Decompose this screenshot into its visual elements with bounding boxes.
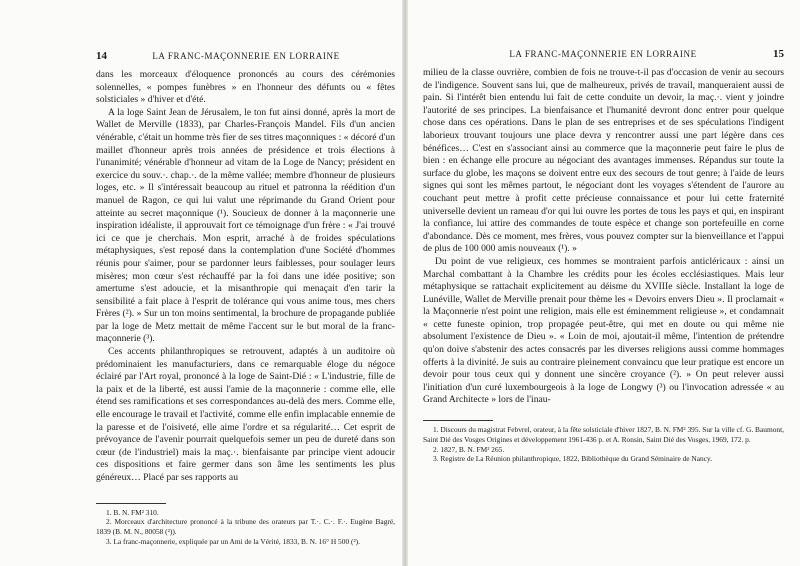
paragraph: dans les morceaux d'éloquence prononcés au cours des cérémonies solennelles, « pompes funèbres » en l'honneur des défunts ou « fêtes solsticiales » d'hiver et d'été.: [96, 69, 395, 106]
running-head: LA FRANC-MAÇONNERIE EN LORRAINE: [509, 49, 697, 59]
footnote-rule: [423, 420, 493, 421]
page-number: 15: [772, 48, 784, 60]
footnote: 1. Discours du magistrat Febvrel, orateur, à la fête solsticiale d'hiver 1827, B. N. FM² 395. Sur la ville cf. G. Baumont, Saint Dié des Vosges Origines et développement 1961-436 p. et A. Ronsin, Saint Dié des Vosges, 1969, 172. p.: [423, 425, 784, 444]
page-number: 14: [96, 50, 107, 62]
running-head: LA FRANC-MAÇONNERIE EN LORRAINE: [152, 51, 340, 61]
footnote: 3. Registre de La Réunion philanthropique, 1822, Bibliothèque du Grand Séminaire de Nancy.: [433, 454, 713, 464]
footnote-rule: [96, 503, 166, 504]
right-page-header: [423, 48, 784, 60]
right-page: [405, 0, 800, 566]
right-page-body: [423, 67, 784, 407]
paragraph: A la loge Saint Jean de Jérusalem, le ton fut ainsi donné, après la mort de Wallet de Merville (1833), par Charles-François Mandel. Fils d'un ancien vénérable, c'était un homme très fier de ses titres maçonniques : « décoré d'un maillet d'honneur après trois années de présidence et trois élections à l'unanimité; vénérable d'honneur ad vitam de la Loge de Nancy; président en exercice du souv.·. chap.·. de la même vallée; membre d'honneur de plusieurs loges, etc. » Il s'intéressait beaucoup au rituel et patronna la réédition d'un manuel de Ragon, ce qui lui valut une réprimande du Grand Orient pour atteinte au secret maçonnique (¹). Soucieux de donner à la maçonnerie une inspiration idéaliste, il approuvait fort ce témoignage d'un frère : « J'ai trouvé ici ce que je cherchais. Mon esprit, arraché à de froides spéculations métaphysiques, s'est reposé dans la contemplation d'une Société d'hommes réunis pour s'aimer, pour se pardonner leurs faiblesses, pour soulager leurs misères; mon cœur s'est réchauffé par la foi dans une idée positive; son amertume s'est adoucie, et la misanthropie qui menaçait d'en tarir la sensibilité a fait place à l'esprit de tolérance qui vous anime tous, mes chers Frères (²). » Sur un ton moins sentimental, la brochure de propagande publiée par la loge de Metz mettait de même l'accent sur le but moral de la franc-maçonnerie (³).: [96, 106, 395, 345]
left-page-footnotes: [96, 508, 395, 547]
footnote: 2. Morceaux d'architecture prononcé à la tribune des orateurs par T.·. C.·. F.·. Eugène Bagré, 1839 (B. M. N., 80058 (²)).: [96, 517, 395, 537]
footnote: 2. 1827, B. N. FM² 265.: [433, 444, 505, 454]
paragraph: Ces accents philanthropiques se retrouvent, adaptés à un auditoire où prédominaient les manufacturiers, dans ce remarquable éloge du négoce éclairé par l'Art royal, prononcé à la loge de Saint-Dié : « L'industrie, fille de la paix et de la liberté, est aussi l'amie de la maçonnerie : comme elle, elle étend ses ramifications et ses correspondances au-delà des mers. Comme elle, elle encourage le travail et l'activité, comme elle enfin implacable ennemie de la paresse et de l'oisiveté, elle aime l'ordre et sa régularité… Cet esprit de prévoyance de l'avenir pourrait quelquefois semer un peu de dureté dans son cœur (de l'industriel) mais la maç.·. bienfaisante par principe vient adoucir ces dispositions et faire germer dans son âme les sentiments les plus généreux… Placé par ses rapports au: [96, 346, 395, 483]
paragraph: Du point de vue religieux, ces hommes se montraient parfois anticléricaux : ainsi un Marchal combattant à la Chambre les crédits pour les écoles ecclésiastiques. Mais leur métaphysique se rattachait explicitement au déisme du XVIIIe siècle. Installant la loge de Lunéville, Wallet de Merville prenait pour thème les « Devoirs envers Dieu ». Il proclamait « la Maçonnerie n'est point une religion, mais elle est éminemment religieuse », et condamnait « cette funeste opinion, trop propagée peut-être, qui met en doute ou qui même nie absolument l'existence de Dieu ». « Loin de moi, ajoutait-il même, l'intention de prétendre qu'on doive s'abstenir des actes consacrés par les diverses religions aussi comme hommages offerts à la divinité. Je suis au contraire pleinement convaincu que leur pratique est encore un devoir pour tous ceux qui y donnent une sincère croyance (²). » On peut relever aussi l'initiation d'un curé luxembourgeois à la loge de Longwy (³) ou l'invocation adressée « au Grand Architecte » lors de l'inau-: [423, 255, 784, 406]
left-page-header: [96, 50, 395, 62]
paragraph: milieu de la classe ouvrière, combien de fois ne trouve-t-il pas d'occasion de venir au secours de l'indigence. Souvent sans lui, que de malheureux, privés de travail, manqueraient aussi de pain. Si l'intérêt bien entendu lui fait de cette conduite un devoir, la maç.·. vient y joindre l'autorité de ses principes. La bienfaisance et l'humanité devront donc entrer pour quelque chose dans ces opérations. Dans le plan de ses entreprises et de ses spéculations l'indigent laborieux trouvant toujours une place devra y rencontrer aussi une part légère dans ces bénéfices… C'est en s'associant ainsi au commerce que la maçonnerie peut faire le plus de bien : en échange elle procure au négociant des avantages immenses. Répandus sur toute la surface du globe, les maçons se doivent entre eux des secours de tout genre; à l'aide de leurs signes qui sont les mêmes partout, le négociant dont les voyages s'étendent de l'aurore au couchant peut mettre à profit cette précieuse connaissance et pour lui cette fraternité universelle devient un rameau d'or qui lui ouvre les portes de tous les pays et qui, en inspirant la confiance, lui attire des commandes de toute espèce et change son portefeuille en corne d'abondance. Dès ce moment, mes frères, vous pouvez compter sur la bienveillance et l'appui de plus de 100 000 amis nouveaux (¹). »: [423, 67, 784, 255]
right-page-footnotes: [423, 425, 784, 464]
footnote: 1. B. N. FM² 310.: [106, 507, 159, 517]
footnote: 3. La franc-maçonnerie, expliquée par un Ami de la Vérité, 1833, B. N. 16° H 500 (²).: [106, 536, 360, 546]
left-page-body: [96, 69, 395, 485]
